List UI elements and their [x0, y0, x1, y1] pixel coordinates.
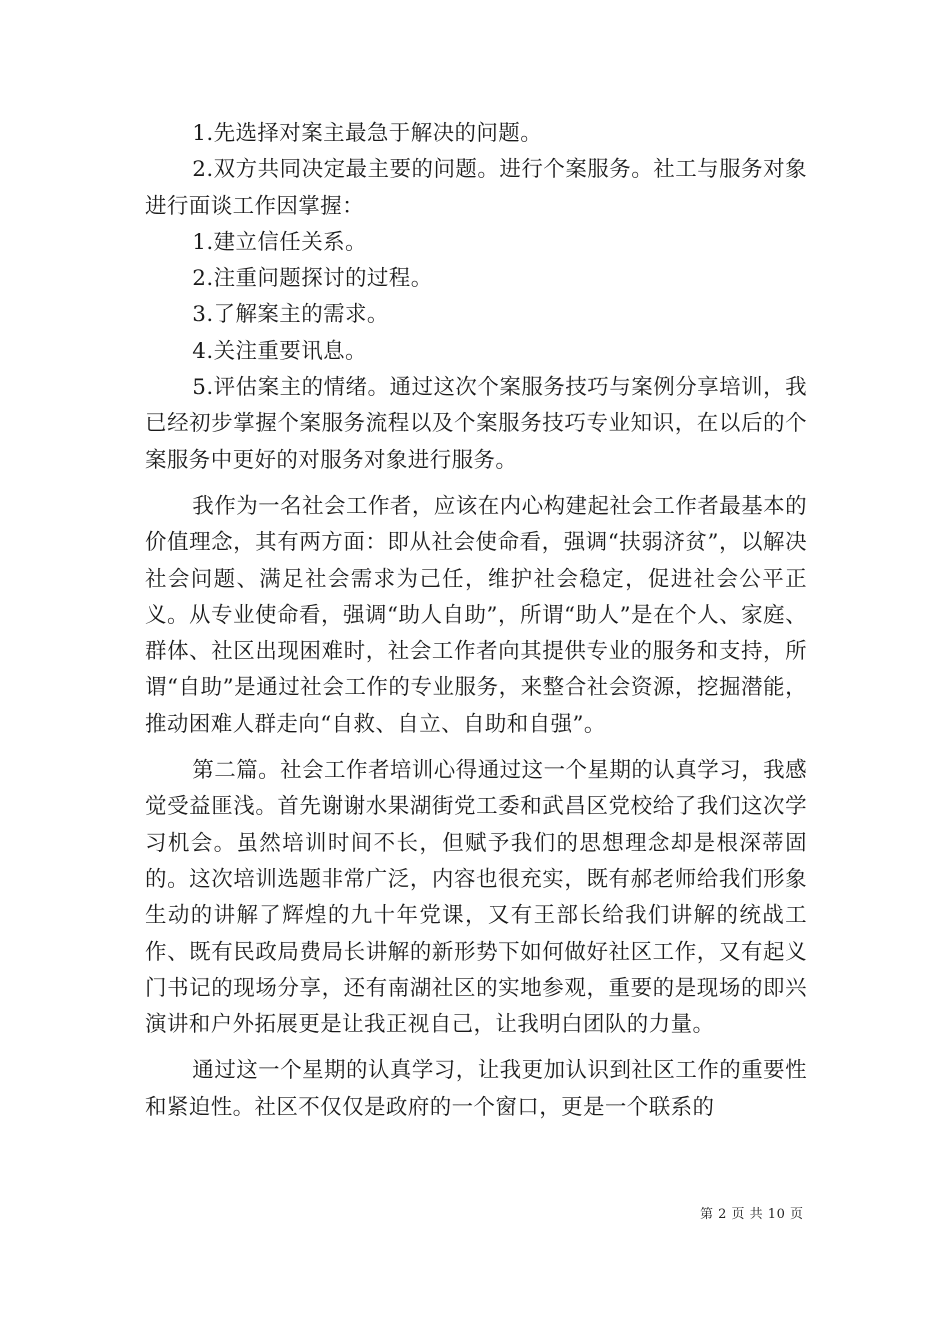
document-body [145, 116, 807, 1126]
paragraph: 4.关注重要讯息。 [192, 338, 367, 364]
page-number-footer: 第 2 页 共 10 页 [700, 1207, 804, 1222]
paragraph: 1.先选择对案主最急于解决的问题。 [192, 121, 543, 146]
paragraph: 通过这一个星期的认真学习，让我更加认识到社区工作的重要性和紧迫性。社区不仅仅是政府的一个窗口，更是一个联系的 [145, 1058, 807, 1120]
paragraph: 5.评估案主的情绪。通过这次个案服务技巧与案例分享培训，我已经初步掌握个案服务流程以及个案服务技巧专业知识，在以后的个案服务中更好的对服务对象进行服务。 [145, 375, 807, 473]
paragraph: 我作为一名社会工作者，应该在内心构建起社会工作者最基本的价值理念，其有两方面：即从社会使命看，强调“扶弱济贫”，以解决社会问题、满足社会需求为己任，维护社会稳定，促进社会公平正义。从专业使命看，强调“助人自助”，所谓“助人”是在个人、家庭、群体、社区出现困难时，社会工作者向其提供专业的服务和支持，所谓“自助”是通过社会工作的专业服务，来整合社会资源，挖掘潜能，推动困难人群走向“自救、自立、自助和自强”。 [145, 493, 807, 737]
paragraph: 第二篇。社会工作者培训心得通过这一个星期的认真学习，我感觉受益匪浅。首先谢谢水果湖街党工委和武昌区党校给了我们这次学习机会。虽然培训时间不长，但赋予我们的思想理念却是根深蒂固的。这次培训选题非常广泛，内容也很充实，既有郝老师给我们形象生动的讲解了辉煌的九十年党课，又有王部长给我们讲解的统战工作、既有民政局费局长讲解的新形势下如何做好社区工作，又有起义门书记的现场分享，还有南湖社区的实地参观，重要的是现场的即兴演讲和户外拓展更是让我正视自己，让我明白团队的力量。 [145, 758, 807, 1038]
paragraph: 2.双方共同决定最主要的问题。进行个案服务。社工与服务对象进行面谈工作因掌握： [145, 157, 807, 219]
paragraph: 3.了解案主的需求。 [192, 302, 389, 328]
paragraph: 2.注重问题探讨的过程。 [192, 266, 433, 292]
paragraph: 1.建立信任关系。 [192, 229, 367, 255]
